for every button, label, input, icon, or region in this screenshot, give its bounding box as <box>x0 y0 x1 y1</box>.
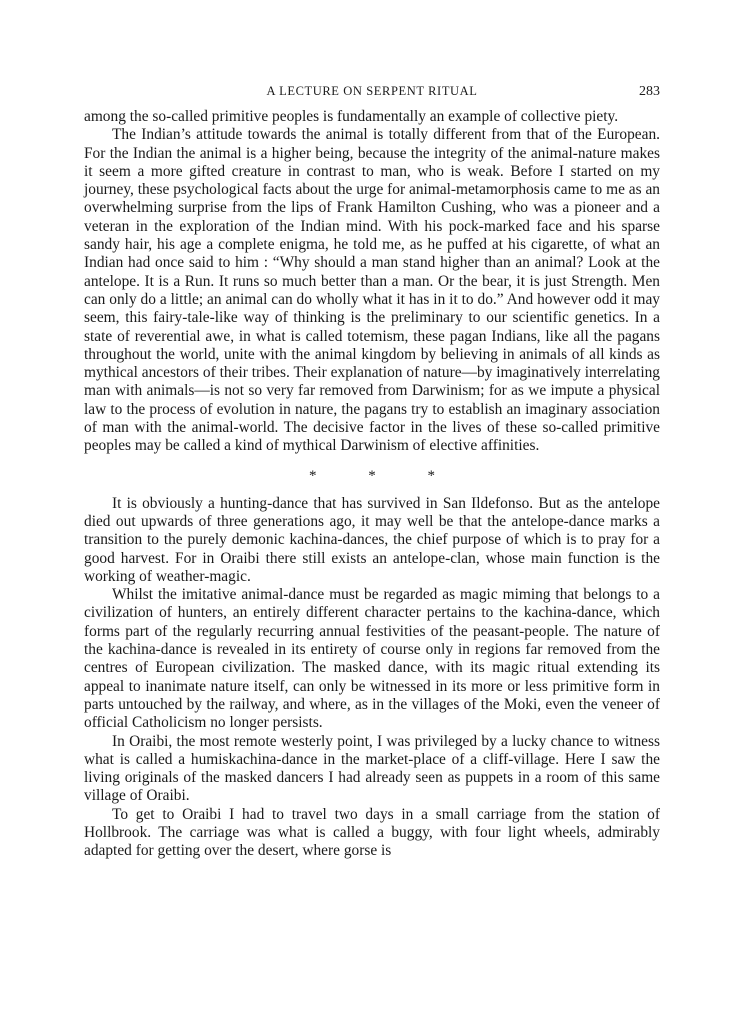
section-break-star: * <box>368 467 376 484</box>
paragraph-6: To get to Oraibi I had to travel two days in a small carriage from the station of Hollbrook. The carriage was what is called a buggy, with four light wheels, admirably adapted for getting over the desert, where gorse is <box>84 805 660 860</box>
page-number: 283 <box>639 84 660 99</box>
paragraph-2: The Indian’s attitude towards the animal is totally different from that of the European. For the Indian the animal is a higher being, because the integrity of the animal-nature makes it seem a more gifted creature in contrast to man, who is weak. Before I started on my journey, these psychological facts about the urge for animal-metamorphosis came to me as an overwhelming surprise from the lips of Frank Hamilton Cushing, who was a pioneer and a veteran in the exploration of the Indian mind. With his pock-marked face and his sparse sandy hair, his age a complete enigma, he told me, as he puffed at his cigarette, of what an Indian had once said to him : “Why should a man stand higher than an animal? Look at the antelope. It is a Run. It runs so much better than a man. Or the bear, it is just Strength. Men can only do a little; an animal can do wholly what it has in it to do.” And however odd it may seem, this fairy-tale-like way of thinking is the preliminary to our scientific genetics. In a state of reverential awe, in what is called totemism, these pagan Indians, like all the pagans throughout the world, unite with the animal kingdom by believing in animals of all kinds as mythical ancestors of their tribes. Their explanation of nature—by imaginatively interrelating man with animals—is not so very far removed from Darwinism; for as we impute a physical law to the process of evolution in nature, the pagans try to establish an imaginary association of man with the animal-world. The decisive factor in the lives of these so-called primitive peoples may be called a kind of mythical Darwinism of elective affinities. <box>84 126 660 455</box>
running-head <box>84 84 660 108</box>
section-break <box>84 467 660 485</box>
paragraph-3: It is obviously a hunting-dance that has survived in San Ildefonso. But as the antelope died out upwards of three generations ago, it may well be that the antelope-dance marks a transition to the purely demonic kachina-dances, the chief purpose of which is to pray for a good harvest. For in Oraibi there still exists an antelope-clan, whose main function is the working of weather-magic. <box>84 494 660 585</box>
paragraph-1: among the so-called primitive peoples is fundamentally an example of collective piety. <box>84 108 619 125</box>
running-title: A LECTURE ON SERPENT RITUAL <box>266 84 478 98</box>
section-break-star: * <box>427 467 435 484</box>
section-break-star: * <box>309 467 317 484</box>
paragraph-5: In Oraibi, the most remote westerly point, I was privileged by a lucky chance to witness what is called a humiskachina-dance in the market-place of a cliff-village. Here I saw the living originals of the masked dancers I had already seen as puppets in a room of this same village of Oraibi. <box>84 732 660 805</box>
body-text <box>84 108 660 861</box>
book-page <box>84 84 660 861</box>
paragraph-4: Whilst the imitative animal-dance must be regarded as magic miming that belongs to a civilization of hunters, an entirely different character pertains to the kachina-dance, which forms part of the regularly recurring annual festivities of the peasant-people. The nature of the kachina-dance is revealed in its entirety of course only in regions far removed from the centres of European civilization. The masked dance, with its magic ritual extending its appeal to inanimate nature itself, can only be witnessed in its more or less primitive form in parts untouched by the railway, and where, as in the villages of the Moki, even the veneer of official Catholicism no longer persists. <box>84 586 660 732</box>
